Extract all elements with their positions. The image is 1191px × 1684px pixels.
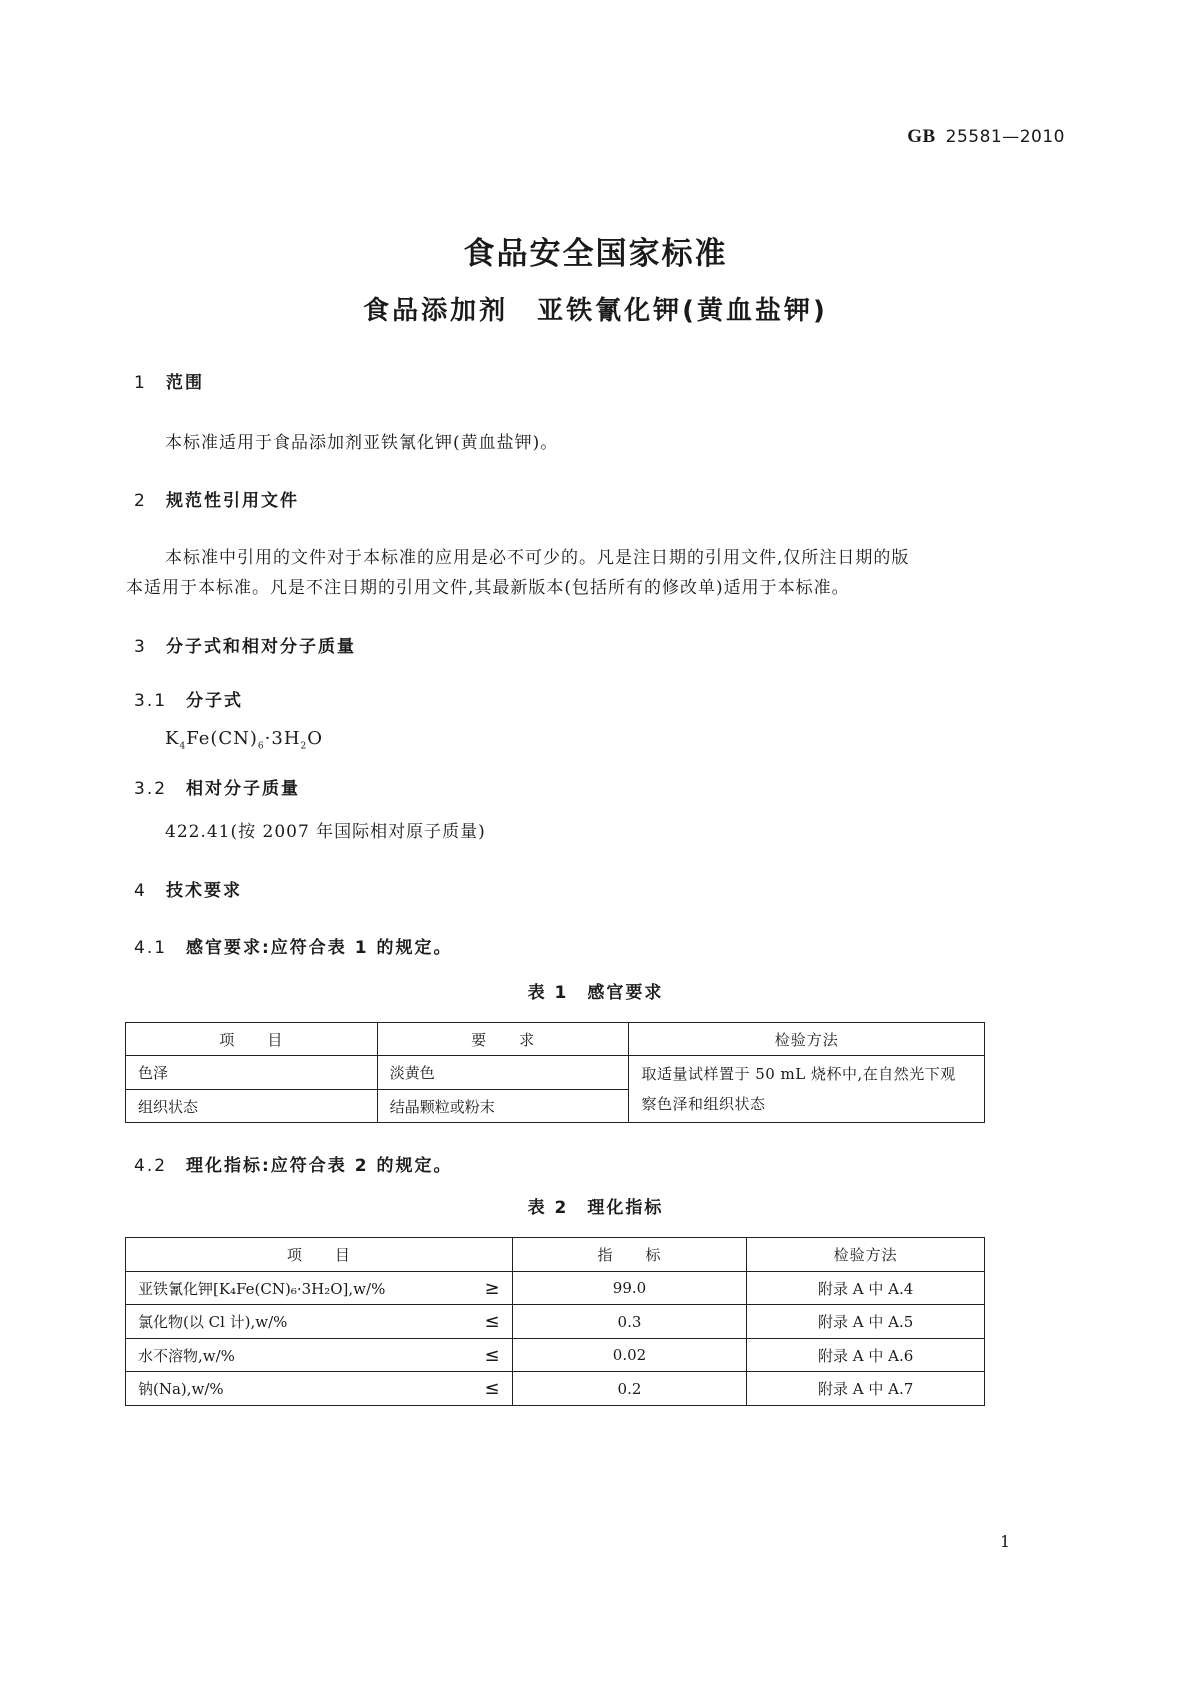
table-2-value: 0.3 — [512, 1305, 747, 1339]
section-2-body-line-2: 本适用于本标准。凡是不注日期的引用文件,其最新版本(包括所有的修改单)适用于本标准。 — [126, 578, 850, 598]
table-2-item: ≤ 水不溶物,w/% — [126, 1339, 513, 1372]
table-2-header-row — [126, 1238, 985, 1272]
section-3-2-heading: 3.2 相对分子质量 — [134, 779, 300, 799]
table-1-caption: 表 1 感官要求 — [527, 983, 664, 1003]
comparison-symbol: ≤ — [484, 1378, 500, 1399]
table-1-header-row — [126, 1023, 985, 1056]
table-1 — [125, 1022, 985, 1123]
table-row — [126, 1339, 985, 1372]
standard-prefix: GB — [907, 126, 936, 147]
section-3-1-heading: 3.1 分子式 — [134, 691, 243, 711]
section-4-1-heading: 4.1 感官要求:应符合表 1 的规定。 — [134, 938, 453, 958]
table-2-caption: 表 2 理化指标 — [527, 1198, 664, 1218]
table-2-header-value: 指 标 — [512, 1238, 747, 1272]
table-1-header-method: 检验方法 — [629, 1023, 985, 1056]
section-2-body-line-1: 本标准中引用的文件对于本标准的应用是必不可少的。凡是注日期的引用文件,仅所注日期的版 — [165, 548, 910, 568]
section-4-heading: 4 技术要求 — [134, 881, 242, 901]
table-1-item: 组织状态 — [126, 1090, 378, 1123]
table-row — [126, 1056, 985, 1090]
section-3-heading: 3 分子式和相对分子质量 — [134, 637, 356, 657]
molecular-formula: $K_4Fe(CN)_6\cdot 3H_2O$ — [165, 728, 324, 752]
table-2-method: 附录 A 中 A.4 — [747, 1272, 985, 1305]
table-2-item: ≤ 钠(Na),w/% — [126, 1372, 513, 1406]
table-row — [126, 1305, 985, 1339]
section-4-2-heading: 4.2 理化指标:应符合表 2 的规定。 — [134, 1156, 453, 1176]
table-1-requirement: 淡黄色 — [377, 1056, 629, 1090]
comparison-symbol: ≥ — [484, 1277, 500, 1299]
table-2-value: 0.2 — [512, 1372, 747, 1406]
section-1-heading: 1 范围 — [134, 373, 204, 393]
table-2-value: 99.0 — [512, 1272, 747, 1305]
section-1-body: 本标准适用于食品添加剂亚铁氰化钾(黄血盐钾)。 — [165, 433, 559, 453]
table-2-item: ≤ 氯化物(以 Cl 计),w/% — [126, 1305, 513, 1339]
document-subtitle: 食品添加剂 亚铁氰化钾(黄血盐钾) — [363, 296, 828, 326]
table-1-method: 取适量试样置于 50 mL 烧杯中,在自然光下观 察色泽和组织状态 — [629, 1056, 985, 1123]
table-2 — [125, 1237, 985, 1406]
section-2-heading: 2 规范性引用文件 — [134, 491, 299, 511]
table-1-requirement: 结晶颗粒或粉末 — [377, 1090, 629, 1123]
comparison-symbol: ≤ — [484, 1311, 500, 1332]
table-1-header-requirement: 要 求 — [377, 1023, 629, 1056]
table-2-item: ≥ 亚铁氰化钾[K₄Fe(CN)₆·3H₂O],w/% — [126, 1272, 513, 1305]
table-row — [126, 1372, 985, 1406]
molecular-mass: 422.41(按 2007 年国际相对原子质量) — [165, 822, 486, 842]
table-2-method: 附录 A 中 A.5 — [747, 1305, 985, 1339]
table-2-method: 附录 A 中 A.6 — [747, 1339, 985, 1372]
table-2-header-item: 项 目 — [126, 1238, 513, 1272]
table-2-header-method: 检验方法 — [747, 1238, 985, 1272]
table-row — [126, 1272, 985, 1305]
standard-number: 25581—2010 — [945, 127, 1065, 147]
table-1-item: 色泽 — [126, 1056, 378, 1090]
table-2-value: 0.02 — [512, 1339, 747, 1372]
table-1-header-item: 项 目 — [126, 1023, 378, 1056]
table-2-method: 附录 A 中 A.7 — [747, 1372, 985, 1406]
document-title: 食品安全国家标准 — [463, 236, 728, 272]
page-number: 1 — [1000, 1532, 1011, 1551]
comparison-symbol: ≤ — [484, 1344, 500, 1366]
standard-code — [907, 126, 1065, 148]
